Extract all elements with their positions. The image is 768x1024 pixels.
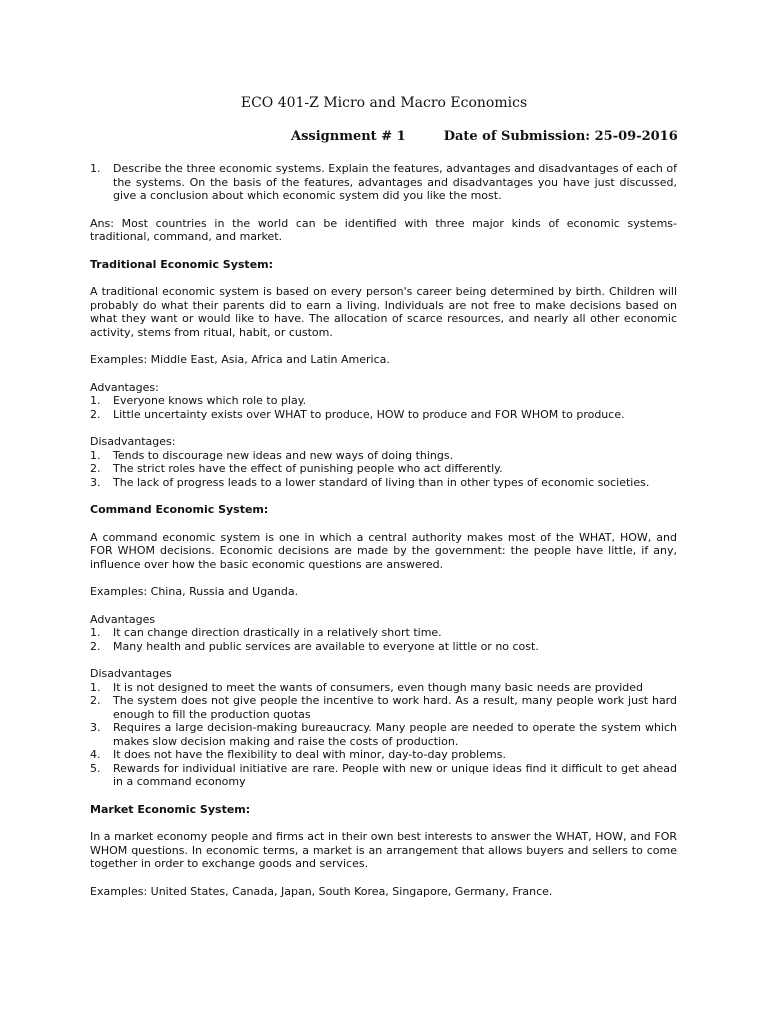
traditional-advantages-label: Advantages: xyxy=(90,380,159,394)
document-body xyxy=(90,162,677,898)
course-title: ECO 401-Z Micro and Macro Economics xyxy=(240,95,528,111)
traditional-disadvantages-list xyxy=(90,449,677,490)
list-item: 1. Tends to discourage new ideas and new ways of doing things. xyxy=(90,448,454,462)
question-number: 1. xyxy=(90,162,101,175)
traditional-description: A traditional economic system is based on every person's career being determined by birth. Children will probably do what their parents did to earn a living. Individuals are not free to make decisions based on what they want or would like to have. The allocation of scarce resources, and nearly all other economic activity, stems from ritual, habit, or custom. xyxy=(90,285,677,339)
traditional-advantages-list xyxy=(90,394,677,421)
traditional-disadvantages-label: Disadvantages: xyxy=(90,435,176,448)
list-item: 2. Many health and public services are available to everyone at little or no cost. xyxy=(90,639,539,653)
submission-date: Date of Submission: 25-09-2016 xyxy=(443,129,678,144)
traditional-examples: Examples: Middle East, Asia, Africa and Latin America. xyxy=(90,353,390,366)
list-item: 5. Rewards for individual initiative are rare. People with new or unique ideas find it difficult to get ahead in a command economy xyxy=(90,761,677,788)
list-item: 1. It is not designed to meet the wants of consumers, even though many basic needs are provided xyxy=(90,680,643,694)
market-description: In a market economy people and firms act in their own best interests to answer the WHAT, HOW, and FOR WHOM questions. In economic terms, a market is an arrangement that allows buyers and sellers to come together in order to exchange goods and services. xyxy=(90,830,677,870)
list-item: 4. It does not have the flexibility to deal with minor, day-to-day problems. xyxy=(90,748,506,761)
command-advantages-list xyxy=(90,626,677,653)
list-item: 1. It can change direction drastically in a relatively short time. xyxy=(90,626,442,639)
list-item: 2. Little uncertainty exists over WHAT to produce, HOW to produce and FOR WHOM to produce. xyxy=(90,407,625,421)
market-examples: Examples: United States, Canada, Japan, South Korea, Singapore, Germany, France. xyxy=(90,884,553,898)
list-item: 3. The lack of progress leads to a lower standard of living than in other types of economic societies. xyxy=(90,475,650,489)
assignment-number: Assignment # 1 xyxy=(291,129,406,144)
question-text: Describe the three economic systems. Explain the features, advantages and disadvantages of each of the systems. On the basis of the features, advantages and disadvantages you have just discussed, give a conclusion about which economic system did you like the most. xyxy=(113,162,677,202)
market-heading: Market Economic System: xyxy=(90,802,251,816)
list-item: 2. The system does not give people the incentive to work hard. As a result, many people work just hard enough to fill the production quotas xyxy=(90,694,677,721)
list-item: 2. The strict roles have the effect of punishing people who act differently. xyxy=(90,462,503,475)
list-item: 3. Requires a large decision-making bureaucracy. Many people are needed to operate the system which makes slow decision making and raise the costs of production. xyxy=(90,721,677,748)
list-item: 1. Everyone knows which role to play. xyxy=(90,394,307,407)
command-examples: Examples: China, Russia and Uganda. xyxy=(90,585,299,598)
command-description: A command economic system is one in which a central authority makes most of the WHAT, HOW, and FOR WHOM decisions. Economic decisions are made by the government: the people have little, if any, influence over how the basic economic questions are answered. xyxy=(90,530,677,571)
question-1 xyxy=(90,162,677,203)
command-advantages-label: Advantages xyxy=(90,612,156,626)
traditional-heading: Traditional Economic System: xyxy=(90,257,274,271)
command-disadvantages-list xyxy=(90,681,677,789)
command-disadvantages-label: Disadvantages xyxy=(90,667,172,680)
command-heading: Command Economic System: xyxy=(90,503,269,516)
answer-intro: Ans: Most countries in the world can be identified with three major kinds of economic systems- traditional, command, and market. xyxy=(90,216,677,243)
assignment-line xyxy=(291,128,678,146)
